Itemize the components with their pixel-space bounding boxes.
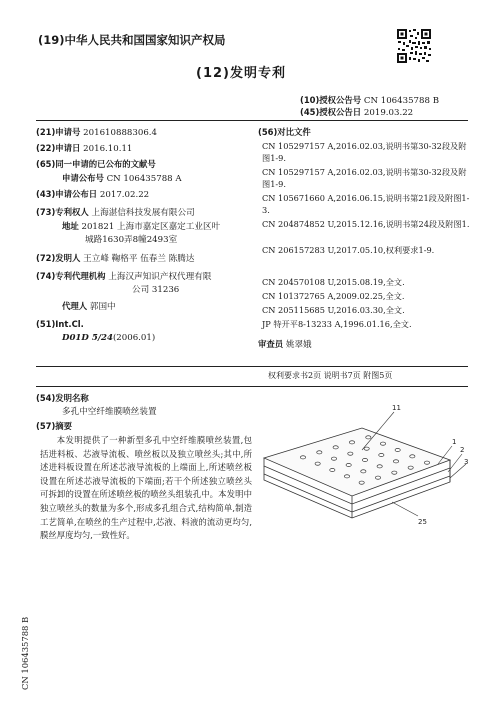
nozzle-hole (344, 475, 349, 478)
figure-label: 11 (392, 404, 401, 412)
nozzle-hole (364, 447, 369, 450)
office-name: (19)中华人民共和国国家知识产权局 (38, 33, 226, 47)
prior-pub-label: (65)同一申请的已公布的文献号 (36, 159, 156, 169)
citation-item: CN 105297157 A,2016.02.03,说明书第30-32段及附图1-9. (262, 167, 467, 190)
agency-line1: 上海汉声知识产权代理有限 (108, 272, 212, 282)
nozzle-hole (410, 455, 415, 458)
page-counts: 权利要求书2页 说明书7页 附图5页 (268, 371, 393, 380)
address-line1: 201821 上海市嘉定区嘉定工业区叶 (81, 222, 221, 232)
side-document-number: CN 106435788 B (20, 616, 30, 690)
filing-date-label: (22)申请日 (36, 143, 81, 153)
address-line2: 城路1630弄8幢2493室 (85, 235, 178, 245)
citations-label: (56)对比文件 (258, 127, 311, 137)
intcl-code: D01D 5/24 (62, 333, 113, 343)
nozzle-hole (330, 468, 335, 471)
citation-item: CN 204874852 U,2015.12.16,说明书第24段及附图1. (262, 219, 470, 229)
address-label: 地址 (62, 221, 79, 231)
nozzle-hole (349, 441, 354, 444)
nozzle-hole (395, 448, 400, 451)
nozzle-hole (331, 457, 336, 460)
figure-label: 2 (460, 446, 465, 454)
prior-pub: CN 106435788 A (106, 174, 182, 184)
app-no: 201610888306.4 (83, 128, 157, 138)
nozzle-hole (408, 466, 413, 469)
nozzle-hole (348, 452, 353, 455)
nozzle-hole (393, 460, 398, 463)
figure-label: 25 (418, 518, 427, 526)
citation-item: CN 101372765 A,2009.02.25,全文. (262, 291, 405, 301)
intcl-version: (2006.01) (112, 333, 156, 343)
nozzle-hole (392, 471, 397, 474)
spinneret-figure (262, 398, 472, 558)
nozzle-hole (380, 442, 385, 445)
nozzle-hole (375, 476, 380, 479)
nozzle-hole (317, 451, 322, 454)
agency-line2: 公司 31236 (132, 285, 180, 295)
inventors: 王立峰 鞠格平 伍春兰 陈腾达 (83, 254, 195, 264)
citation-item: CN 105297157 A,2016.02.03,说明书第30-32段及附图1-9. (262, 141, 467, 164)
nozzle-hole (366, 436, 371, 439)
doc-type: (12)发明专利 (196, 66, 286, 81)
pub-date: 2017.02.22 (99, 190, 150, 200)
citation-item: CN 105671660 A,2016.06.15,说明书第21段及附图1-3. (262, 193, 470, 216)
invention-title: 多孔中空纤维膜喷丝装置 (62, 407, 157, 417)
qr-code-icon (396, 28, 432, 64)
inventors-label: (72)发明人 (36, 253, 81, 263)
citation-item: CN 204570108 U,2015.08.19,全文. (262, 277, 405, 287)
nozzle-hole (346, 463, 351, 466)
abstract-label: (57)摘要 (36, 421, 73, 431)
grant-no: CN 106435788 B (363, 96, 440, 106)
grant-date-label: (45)授权公告日 (300, 107, 362, 117)
patentee-label: (73)专利权人 (36, 207, 89, 217)
nozzle-hole (424, 461, 429, 464)
prior-pub-sub: 申请公布号 (62, 173, 104, 183)
figure-label: 3 (464, 458, 469, 466)
nozzle-hole (333, 446, 338, 449)
agent-label: 代理人 (62, 301, 88, 311)
title-label: (54)发明名称 (36, 393, 89, 403)
pub-date-label: (43)申请公布日 (36, 189, 98, 199)
nozzle-hole (315, 462, 320, 465)
section-rule (36, 386, 468, 387)
citation-item: JP 特开平8-13233 A,1996.01.16,全文. (262, 319, 412, 329)
grant-date: 2019.03.22 (363, 108, 414, 118)
counts-rule (36, 366, 468, 367)
nozzle-hole (379, 453, 384, 456)
header-rule (36, 120, 468, 121)
nozzle-hole (362, 458, 367, 461)
nozzle-hole (300, 456, 305, 459)
examiner-label: 审查员 (258, 339, 284, 349)
app-no-label: (21)申请号 (36, 127, 81, 137)
figure-label: 1 (452, 438, 457, 446)
filing-date: 2016.10.11 (83, 144, 133, 154)
nozzle-hole (361, 470, 366, 473)
agency-label: (74)专利代理机构 (36, 271, 106, 281)
nozzle-hole (359, 481, 364, 484)
abstract-text: 本发明提供了一种新型多孔中空纤维膜喷丝装置,包括进料板、芯液导流板、喷丝板以及独立喷丝头;其中,所述进料板设置在所述芯液导流板的上端面上,所述喷丝板设置在所述芯液导流板的下端面;若干个所述独立喷丝头可拆卸的设置在所述喷丝板的喷丝头组装孔中。本发明中独立喷丝头的数量为多个,形成多孔组合式,结构简单,制造工艺简单,在喷丝的生产过程中,芯液、料液的流动更均匀,膜丝厚度均匀,一致性好。 (40, 435, 252, 541)
agent: 郭国中 (89, 302, 116, 312)
intcl-label: (51)Int.Cl. (36, 319, 84, 329)
patentee: 上海湛信科技发展有限公司 (91, 208, 195, 218)
citation-item: CN 205115685 U,2016.03.30,全文. (262, 305, 405, 315)
grant-no-label: (10)授权公告号 (300, 95, 362, 105)
citation-item: CN 206157283 U,2017.05.10,权利要求1-9. (262, 245, 435, 255)
nozzle-hole (377, 465, 382, 468)
examiner: 姚翠娥 (285, 340, 312, 350)
